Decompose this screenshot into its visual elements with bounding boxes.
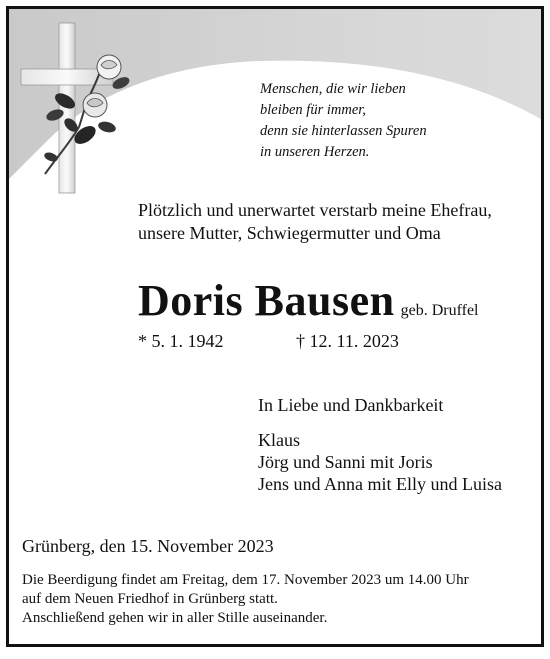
poem-line: in unseren Herzen. [260,144,370,160]
obituary-card [6,6,544,647]
poem-line: Menschen, die wir lieben [260,81,406,97]
poem-line: denn sie hinterlassen Spuren [260,123,427,139]
memorial-poem [260,79,427,163]
birth-date: * 5. 1. 1942 [138,331,224,351]
poem-line: bleiben für immer, [260,102,366,118]
place-and-date: Grünberg, den 15. November 2023 [22,536,274,556]
birth-name: geb. Druffel [400,302,479,319]
funeral-line: auf dem Neuen Friedhof in Grünberg statt. [22,591,278,607]
funeral-line: Anschließend gehen wir in aller Stille auseinander. [22,610,328,626]
death-date: † 12. 11. 2023 [296,331,399,351]
announcement-intro [138,199,492,245]
mourner-entry: Jens und Anna mit Elly und Luisa [258,474,502,494]
deceased-name: Doris Bausen [138,276,395,325]
mourner-entry: Jörg und Sanni mit Joris [258,452,433,472]
intro-line: Plötzlich und unerwartet verstarb meine Ehefrau, [138,200,492,220]
gratitude-line: In Liebe und Dankbarkeit [258,395,444,415]
mourner-entry: Klaus [258,430,300,450]
deceased-name-row [138,275,479,326]
funeral-notice [22,571,469,628]
funeral-line: Die Beerdigung findet am Freitag, dem 17. November 2023 um 14.00 Uhr [22,572,469,588]
mourners-list [258,429,502,495]
intro-line: unsere Mutter, Schwiegermutter und Oma [138,223,441,243]
